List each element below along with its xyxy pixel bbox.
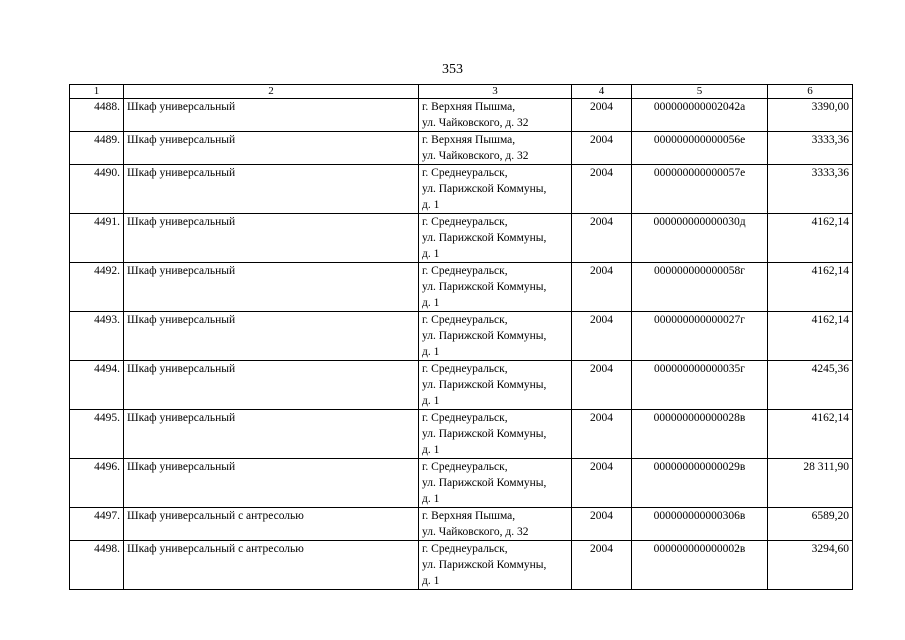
item-value: 3333,36 — [768, 165, 853, 214]
inventory-code: 000000000000056е — [632, 132, 768, 165]
address-line: ул. Чайковского, д. 32 — [422, 526, 529, 538]
row-number: 4488. — [70, 99, 124, 132]
item-name: Шкаф универсальный — [124, 312, 419, 361]
item-value: 4162,14 — [768, 410, 853, 459]
item-address — [419, 263, 572, 312]
row-number: 4491. — [70, 214, 124, 263]
table-row — [70, 99, 853, 132]
address-line: г. Среднеуральск, — [422, 314, 508, 326]
inventory-code: 000000000000030д — [632, 214, 768, 263]
table-row — [70, 312, 853, 361]
item-address — [419, 132, 572, 165]
row-number: 4489. — [70, 132, 124, 165]
header-col-6: 6 — [768, 85, 853, 99]
table-row — [70, 263, 853, 312]
item-address — [419, 312, 572, 361]
table-row — [70, 459, 853, 508]
row-number: 4493. — [70, 312, 124, 361]
item-year: 2004 — [572, 508, 632, 541]
item-value: 3390,00 — [768, 99, 853, 132]
address-line: ул. Парижской Коммуны, — [422, 232, 547, 244]
item-address — [419, 214, 572, 263]
table-row — [70, 132, 853, 165]
item-value: 4162,14 — [768, 214, 853, 263]
item-year: 2004 — [572, 263, 632, 312]
row-number: 4497. — [70, 508, 124, 541]
item-name: Шкаф универсальный с антресолью — [124, 508, 419, 541]
row-number: 4494. — [70, 361, 124, 410]
address-line: г. Среднеуральск, — [422, 216, 508, 228]
item-name: Шкаф универсальный — [124, 410, 419, 459]
address-line: г. Среднеуральск, — [422, 461, 508, 473]
item-name: Шкаф универсальный — [124, 132, 419, 165]
address-line: ул. Чайковского, д. 32 — [422, 150, 529, 162]
address-line: д. 1 — [422, 493, 440, 505]
item-value: 3333,36 — [768, 132, 853, 165]
address-line: ул. Парижской Коммуны, — [422, 330, 547, 342]
address-line: г. Среднеуральск, — [422, 363, 508, 375]
header-col-3: 3 — [419, 85, 572, 99]
item-year: 2004 — [572, 165, 632, 214]
inventory-code: 000000000000035г — [632, 361, 768, 410]
address-line: г. Среднеуральск, — [422, 167, 508, 179]
row-number: 4490. — [70, 165, 124, 214]
item-name: Шкаф универсальный — [124, 214, 419, 263]
item-address — [419, 165, 572, 214]
address-line: г. Верхняя Пышма, — [422, 510, 516, 522]
item-year: 2004 — [572, 459, 632, 508]
table-row — [70, 214, 853, 263]
item-year: 2004 — [572, 132, 632, 165]
inventory-code: 000000000000002в — [632, 541, 768, 590]
address-line: д. 1 — [422, 248, 440, 260]
item-address — [419, 459, 572, 508]
header-col-1: 1 — [70, 85, 124, 99]
address-line: г. Верхняя Пышма, — [422, 134, 516, 146]
item-value: 4162,14 — [768, 263, 853, 312]
item-year: 2004 — [572, 541, 632, 590]
row-number: 4492. — [70, 263, 124, 312]
address-line: д. 1 — [422, 297, 440, 309]
address-line: г. Среднеуральск, — [422, 265, 508, 277]
item-value: 28 311,90 — [768, 459, 853, 508]
item-name: Шкаф универсальный — [124, 459, 419, 508]
table-row — [70, 165, 853, 214]
address-line: ул. Парижской Коммуны, — [422, 379, 547, 391]
table-row — [70, 508, 853, 541]
item-year: 2004 — [572, 361, 632, 410]
item-address — [419, 99, 572, 132]
table-row — [70, 541, 853, 590]
header-col-5: 5 — [632, 85, 768, 99]
address-line: ул. Парижской Коммуны, — [422, 559, 547, 571]
item-value: 4162,14 — [768, 312, 853, 361]
table-row — [70, 361, 853, 410]
item-year: 2004 — [572, 214, 632, 263]
inventory-code: 000000000000058г — [632, 263, 768, 312]
address-line: ул. Чайковского, д. 32 — [422, 117, 529, 129]
table-row — [70, 410, 853, 459]
item-address — [419, 410, 572, 459]
item-name: Шкаф универсальный — [124, 99, 419, 132]
item-name: Шкаф универсальный — [124, 165, 419, 214]
address-line: г. Верхняя Пышма, — [422, 101, 516, 113]
address-line: ул. Парижской Коммуны, — [422, 428, 547, 440]
inventory-code: 000000000000027г — [632, 312, 768, 361]
item-address — [419, 508, 572, 541]
item-year: 2004 — [572, 99, 632, 132]
item-value: 4245,36 — [768, 361, 853, 410]
inventory-code: 000000000000306в — [632, 508, 768, 541]
row-number: 4495. — [70, 410, 124, 459]
table-body — [70, 99, 853, 590]
address-line: г. Среднеуральск, — [422, 412, 508, 424]
address-line: ул. Парижской Коммуны, — [422, 477, 547, 489]
item-value: 6589,20 — [768, 508, 853, 541]
item-name: Шкаф универсальный с антресолью — [124, 541, 419, 590]
header-row — [70, 85, 853, 99]
address-line: д. 1 — [422, 395, 440, 407]
header-col-2: 2 — [124, 85, 419, 99]
item-value: 3294,60 — [768, 541, 853, 590]
table-header — [70, 85, 853, 99]
address-line: ул. Парижской Коммуны, — [422, 281, 547, 293]
inventory-code: 000000000002042а — [632, 99, 768, 132]
item-name: Шкаф универсальный — [124, 263, 419, 312]
address-line: д. 1 — [422, 199, 440, 211]
item-address — [419, 361, 572, 410]
address-line: д. 1 — [422, 346, 440, 358]
page-number: 353 — [442, 62, 463, 77]
item-year: 2004 — [572, 410, 632, 459]
inventory-code: 000000000000028в — [632, 410, 768, 459]
inventory-code: 000000000000057е — [632, 165, 768, 214]
address-line: д. 1 — [422, 575, 440, 587]
header-col-4: 4 — [572, 85, 632, 99]
property-registry-table — [69, 84, 853, 590]
item-year: 2004 — [572, 312, 632, 361]
row-number: 4498. — [70, 541, 124, 590]
address-line: ул. Парижской Коммуны, — [422, 183, 547, 195]
item-address — [419, 541, 572, 590]
address-line: д. 1 — [422, 444, 440, 456]
inventory-code: 000000000000029в — [632, 459, 768, 508]
item-name: Шкаф универсальный — [124, 361, 419, 410]
address-line: г. Среднеуральск, — [422, 543, 508, 555]
row-number: 4496. — [70, 459, 124, 508]
